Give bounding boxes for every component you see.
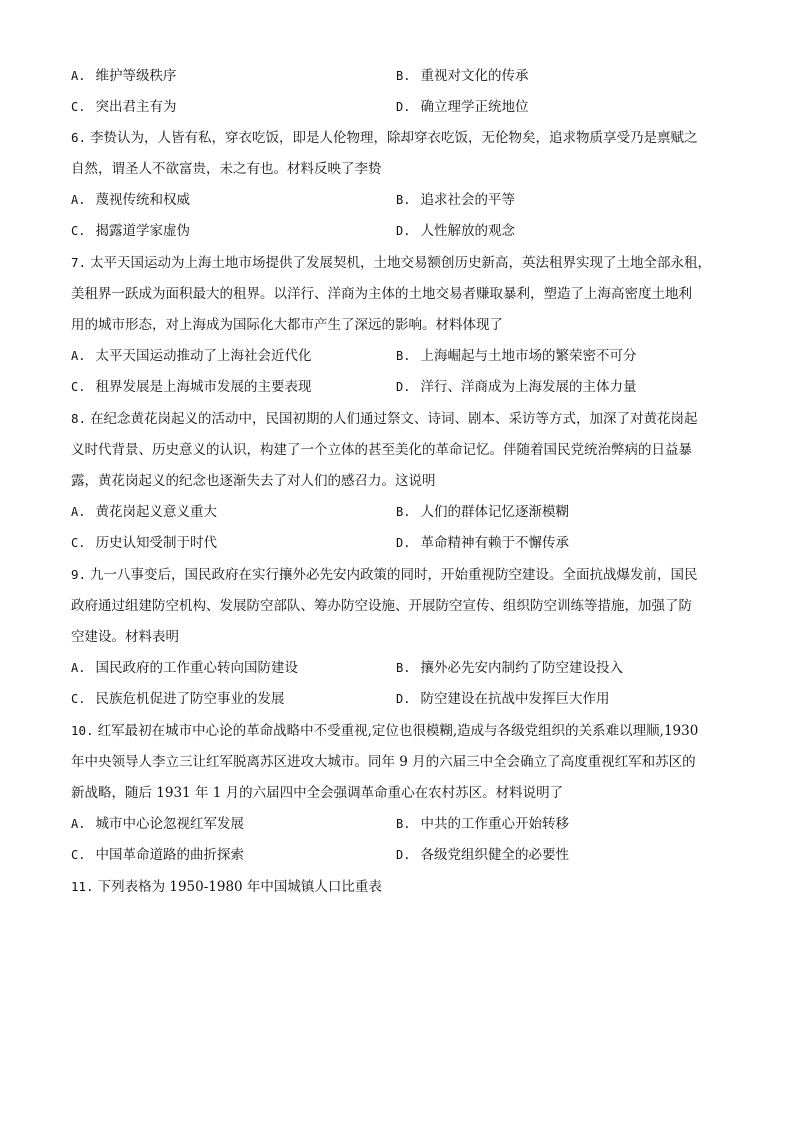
q5-option-b	[396, 66, 528, 86]
option-letter: A.	[71, 661, 86, 675]
option-letter: B.	[396, 69, 411, 83]
q8-option-c	[71, 533, 217, 553]
question-number: 7.	[71, 255, 87, 270]
q10-option-b	[396, 814, 569, 834]
question-number: 6.	[71, 130, 87, 145]
option-letter: C.	[71, 536, 86, 550]
q8-stem-line: 义时代背景、历史意义的认识，构建了一个立体的甚至美化的革命记忆。伴随着国民党统治弊病的日益暴	[71, 442, 692, 458]
q8-option-d	[396, 533, 569, 553]
q5-option-a	[71, 66, 176, 86]
option-letter: A.	[71, 193, 86, 207]
option-letter: D.	[396, 224, 411, 238]
q6-stem-line: 自然，谓圣人不欲富贵，未之有也。材料反映了李贽	[71, 161, 382, 177]
option-text: 革命精神有赖于不懈传承	[420, 535, 569, 551]
q8-stem-line: 8. 在纪念黄花岗起义的活动中，民国初期的人们通过祭文、诗词、剧本、采访等方式，加深了对黄花岗起	[71, 411, 698, 427]
option-text: 中共的工作重心开始转移	[420, 816, 569, 832]
option-text: 攘外必先安内制约了防空建设投入	[420, 660, 623, 676]
q9-stem-line: 空建设。材料表明	[71, 629, 179, 645]
option-text: 城市中心论忽视红军发展	[95, 816, 244, 832]
q10-stem-line: 年中央领导人李立三让红军脱离苏区进攻大城市。同年 9 月的六届三中全会确立了高度重视红军和苏区的	[71, 754, 696, 770]
q8-option-a	[71, 502, 217, 522]
q6-option-b	[396, 190, 515, 210]
option-letter: B.	[396, 349, 411, 363]
option-letter: D.	[396, 692, 411, 706]
q9-option-c	[71, 689, 284, 709]
option-text: 洋行、洋商成为上海发展的主体力量	[420, 379, 637, 395]
option-text: 人们的群体记忆逐渐模糊	[420, 504, 569, 520]
option-letter: A.	[71, 505, 86, 519]
q7-option-c	[71, 377, 311, 397]
option-text: 追求社会的平等	[420, 192, 515, 208]
question-number: 9.	[71, 567, 87, 582]
option-letter: D.	[396, 100, 411, 114]
q7-stem-line: 美租界一跃成为面积最大的租界。以洋行、洋商为主体的土地交易者赚取暴利，塑造了上海高密度土地利	[71, 286, 692, 302]
q6-stem-line: 6. 李贽认为，人皆有私，穿衣吃饭，即是人伦物理，除却穿衣吃饭，无伦物矣，追求物质享受乃是禀赋之	[71, 130, 698, 146]
q10-stem-line: 新战略，随后 1931 年 1 月的六届四中全会强调革命重心在农村苏区。材料说明了	[71, 785, 564, 801]
option-text: 维护等级秩序	[95, 68, 177, 84]
option-letter: A.	[71, 817, 86, 831]
q9-option-b	[396, 658, 623, 678]
q6-option-d	[396, 221, 515, 241]
option-text: 上海崛起与土地市场的繁荣密不可分	[420, 348, 637, 364]
option-letter: B.	[396, 661, 411, 675]
option-letter: B.	[396, 193, 411, 207]
option-letter: C.	[71, 848, 86, 862]
q10-option-d	[396, 845, 569, 865]
option-text: 确立理学正统地位	[420, 99, 529, 115]
q6-option-a	[71, 190, 190, 210]
q9-option-d	[396, 689, 609, 709]
option-text: 蔑视传统和权威	[95, 192, 190, 208]
option-letter: D.	[396, 380, 411, 394]
q7-stem-line: 7. 太平天国运动为上海土地市场提供了发展契机，土地交易额创历史新高，英法租界实现了土地全部永租，	[71, 255, 712, 271]
option-text: 突出君主有为	[95, 99, 177, 115]
option-letter: C.	[71, 100, 86, 114]
option-text: 租界发展是上海城市发展的主要表现	[95, 379, 312, 395]
q5-option-c	[71, 97, 176, 117]
option-text: 民族危机促进了防空事业的发展	[95, 691, 285, 707]
option-text: 黄花岗起义意义重大	[95, 504, 217, 520]
q11-stem-line: 11. 下列表格为 1950-1980 年中国城镇人口比重表	[71, 879, 382, 895]
q10-option-c	[71, 845, 244, 865]
option-text: 防空建设在抗战中发挥巨大作用	[420, 691, 610, 707]
option-letter: D.	[396, 536, 411, 550]
option-text: 人性解放的观念	[420, 223, 515, 239]
q10-option-a	[71, 814, 244, 834]
question-number: 8.	[71, 411, 87, 426]
option-text: 历史认知受制于时代	[95, 535, 217, 551]
option-letter: A.	[71, 349, 86, 363]
option-letter: B.	[396, 817, 411, 831]
q7-stem-line: 用的城市形态，对上海成为国际化大都市产生了深远的影响。材料体现了	[71, 317, 503, 333]
option-text: 太平天国运动推动了上海社会近代化	[95, 348, 312, 364]
q10-stem-line: 10. 红军最初在城市中心论的革命战略中不受重视,定位也很模糊,造成与各级党组织的关系难以理顺,1930	[71, 723, 699, 739]
question-number: 11.	[71, 879, 94, 894]
q7-option-b	[396, 346, 636, 366]
q8-option-b	[396, 502, 569, 522]
q9-stem-line: 9. 九一八事变后，国民政府在实行攘外必先安内政策的同时，开始重视防空建设。全面抗战爆发前，国民	[71, 567, 698, 583]
q5-option-d	[396, 97, 528, 117]
q9-option-a	[71, 658, 298, 678]
option-letter: C.	[71, 692, 86, 706]
option-text: 揭露道学家虚伪	[95, 223, 190, 239]
option-text: 国民政府的工作重心转向国防建设	[95, 660, 298, 676]
option-text: 重视对文化的传承	[420, 68, 529, 84]
q8-stem-line: 露，黄花岗起义的纪念也逐渐失去了对人们的感召力。这说明	[71, 473, 436, 489]
q7-option-a	[71, 346, 311, 366]
option-text: 中国革命道路的曲折探索	[95, 847, 244, 863]
q7-option-d	[396, 377, 636, 397]
option-letter: D.	[396, 848, 411, 862]
option-letter: B.	[396, 505, 411, 519]
option-text: 各级党组织健全的必要性	[420, 847, 569, 863]
q6-option-c	[71, 221, 190, 241]
option-letter: C.	[71, 380, 86, 394]
question-number: 10.	[71, 723, 94, 738]
option-letter: A.	[71, 69, 86, 83]
option-letter: C.	[71, 224, 86, 238]
q9-stem-line: 政府通过组建防空机构、发展防空部队、筹办防空设施、开展防空宣传、组织防空训练等措施，加强了防	[71, 598, 692, 614]
